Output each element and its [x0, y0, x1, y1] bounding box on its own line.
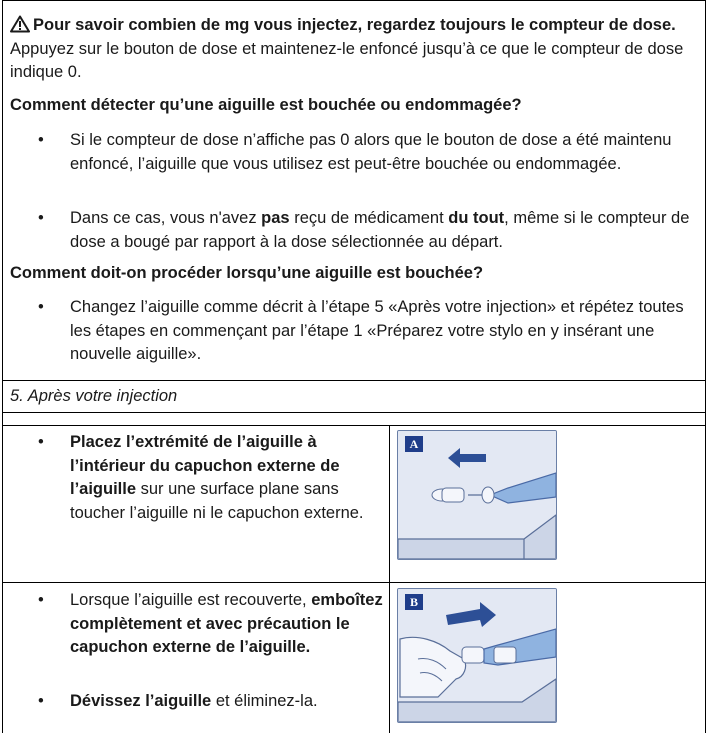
bullet-dot: •: [38, 131, 44, 149]
detection-bullet-2: [70, 207, 690, 254]
bullet-dot: •: [38, 298, 44, 316]
image-label-a: A: [405, 436, 423, 452]
step-b-text: [70, 589, 383, 660]
bullet-dot: •: [38, 209, 44, 227]
detection-bullet-2-text: , même si le compteur de dose a bougé par rapport à la dose sélectionnée au départ.: [70, 209, 690, 251]
step-b-unscrew-plain: et éliminez-la.: [211, 692, 318, 710]
warning-paragraph: [10, 12, 700, 85]
step-a-text: [70, 431, 383, 525]
detection-bullet-2-bold: pas: [261, 209, 290, 227]
warning-text: Appuyez sur le bouton de dose et maintenez-le enfoncé jusqu’à ce que le compteur de dose indique 0.: [10, 39, 684, 81]
detection-heading: Comment détecter qu’une aiguille est bouchée ou endommagée?: [10, 96, 522, 114]
warning-bold: Pour savoir combien de mg vous injectez, regardez toujours le compteur de dose.: [33, 16, 676, 34]
table-divider: [2, 412, 706, 413]
procedure-bullet: Changez l’aiguille comme décrit à l’étape 5 «Après votre injection» et répétez toutes les étapes en commençant par l’étape 1 «Préparez votre stylo en y insérant une nouvelle aiguille».: [70, 298, 684, 363]
step-a-plain: sur une surface plane sans toucher l’aiguille ni le capuchon externe.: [70, 480, 364, 522]
step-b-plain: Lorsque l’aiguille est recouverte,: [70, 591, 312, 609]
table-border-top: [2, 0, 706, 1]
bullet-dot: •: [38, 433, 44, 451]
table-divider: [2, 380, 706, 381]
detection-bullet-1: Si le compteur de dose n’affiche pas 0 alors que le bouton de dose a été maintenu enfoncé, l’aiguille que vous utilisez est peut-être bouchée ou endommagée.: [70, 131, 672, 173]
detection-bullet-2-text: Dans ce cas, vous n'avez: [70, 209, 262, 227]
warning-triangle-icon: [10, 15, 30, 33]
procedure-heading: Comment doit-on procéder lorsqu’une aiguille est bouchée?: [10, 264, 484, 282]
step-a-bold: Placez l’extrémité de l’aiguille à l’intérieur du capuchon externe de l’aiguille: [70, 433, 340, 498]
table-divider: [2, 425, 706, 426]
image-label-b: B: [405, 594, 423, 610]
detection-bullet-2-text: reçu de médicament: [289, 209, 449, 227]
column-divider: [389, 425, 390, 733]
step-b-unscrew: [70, 690, 383, 714]
illustration-a: [397, 430, 557, 560]
section-title: 5. Après votre injection: [10, 387, 178, 405]
bullet-dot: •: [38, 692, 44, 710]
table-divider: [2, 582, 706, 583]
bullet-dot: •: [38, 591, 44, 609]
step-b-unscrew-bold: Dévissez l’aiguille: [70, 692, 212, 710]
illustration-b: [397, 588, 557, 723]
step-b-bold: emboîtez complètement et avec précaution le capuchon externe de l’aiguille.: [70, 591, 383, 656]
detection-bullet-2-bold: du tout: [448, 209, 505, 227]
